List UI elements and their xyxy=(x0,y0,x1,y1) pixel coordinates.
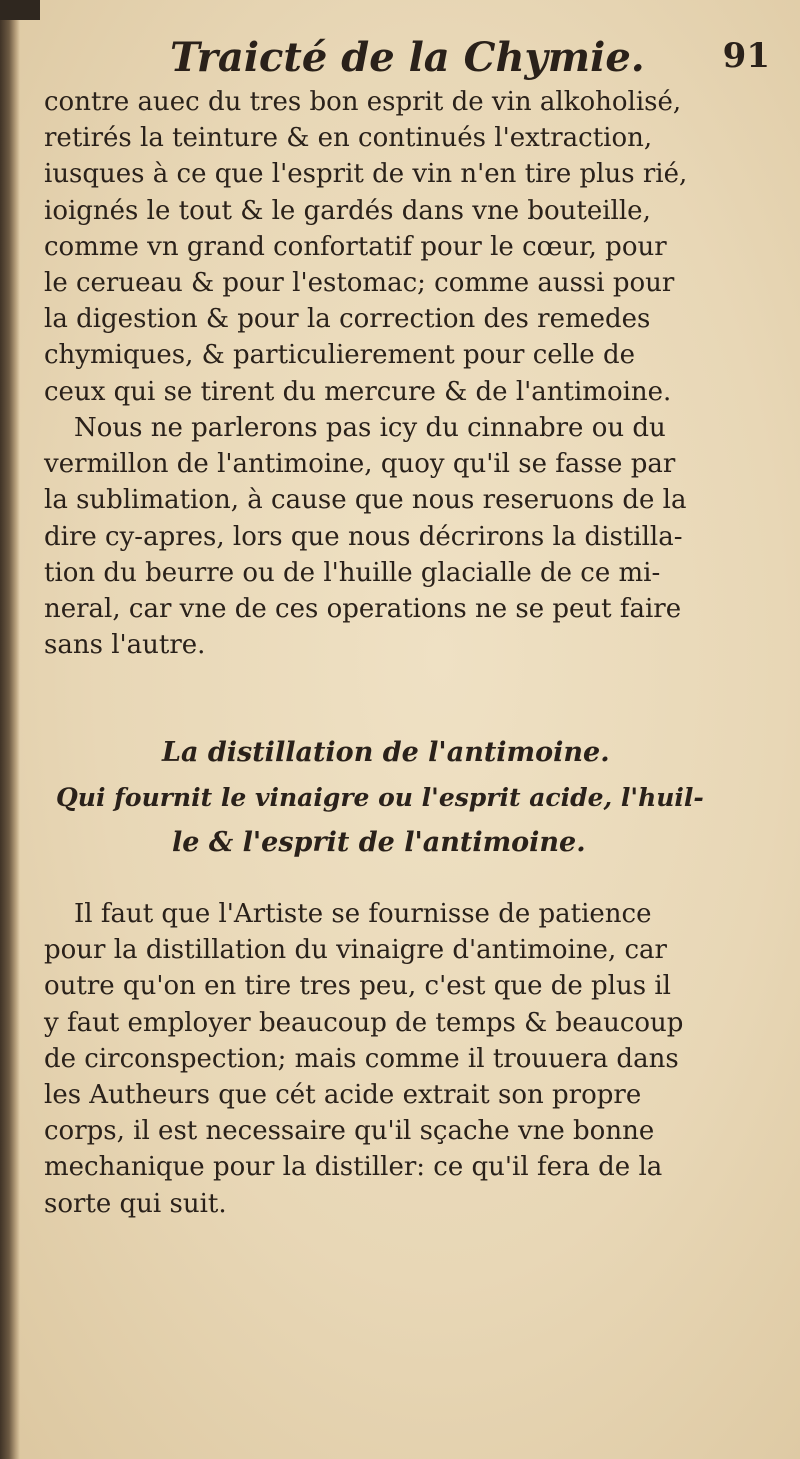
text-line: comme vn grand confortatif pour le cœur, pour xyxy=(44,231,667,262)
text-line: mechanique pour la distiller: ce qu'il fera de la xyxy=(44,1152,663,1183)
text-line: dire cy-apres, lors que nous décrirons la distilla- xyxy=(44,521,683,552)
book-binding-shadow xyxy=(0,0,20,1459)
text-line: de circonspection; mais comme il trouuera dans xyxy=(44,1043,679,1074)
section-heading xyxy=(44,730,716,865)
text-line: ceux qui se tirent du mercure & de l'antimoine. xyxy=(44,376,672,407)
paragraph-distillation xyxy=(44,896,716,1222)
text-line: iusques à ce que l'esprit de vin n'en tire plus rié, xyxy=(44,159,688,190)
heading-line: Qui fournit le vinaigre ou l'esprit acide, l'huil- xyxy=(56,783,704,812)
text-line: chymiques, & particulierement pour celle de xyxy=(44,340,635,371)
page-corner-shadow xyxy=(0,0,40,20)
text-line: outre qu'on en tire tres peu, c'est que de plus il xyxy=(44,971,671,1002)
text-line: ioignés le tout & le gardés dans vne bouteille, xyxy=(44,195,651,226)
heading-line: le & l'esprit de l'antimoine. xyxy=(172,827,586,858)
text-line: sorte qui suit. xyxy=(44,1188,227,1219)
heading-line: La distillation de l'antimoine. xyxy=(162,737,610,768)
paragraph-continuation xyxy=(44,84,716,410)
text-line: sans l'autre. xyxy=(44,630,206,661)
page-number: 91 xyxy=(722,36,770,76)
text-line: tion du beurre ou de l'huille glacialle de ce mi- xyxy=(44,557,661,588)
text-line: Nous ne parlerons pas icy du cinnabre ou du xyxy=(74,413,666,443)
text-line: vermillon de l'antimoine, quoy qu'il se fasse par xyxy=(44,449,676,480)
text-line: la sublimation, à cause que nous reseruons de la xyxy=(44,485,687,516)
text-line: le cerueau & pour l'estomac; comme aussi pour xyxy=(44,267,675,298)
text-line: retirés la teinture & en continués l'extraction, xyxy=(44,123,653,154)
text-line: Il faut que l'Artiste se fournisse de patience xyxy=(74,899,652,929)
text-line: la digestion & pour la correction des remedes xyxy=(44,304,651,335)
text-line: corps, il est necessaire qu'il sçache vne bonne xyxy=(44,1116,655,1147)
text-line: contre auec du tres bon esprit de vin alkoholisé, xyxy=(44,87,682,117)
text-line: les Autheurs que cét acide extrait son propre xyxy=(44,1079,642,1110)
text-line: pour la distillation du vinaigre d'antimoine, car xyxy=(44,935,667,966)
text-line: y faut employer beaucoup de temps & beaucoup xyxy=(44,1007,684,1038)
text-line: neral, car vne de ces operations ne se peut faire xyxy=(44,593,682,624)
running-title: Traicté de la Chymie. xyxy=(170,34,645,81)
paragraph-cinnabre xyxy=(44,410,716,663)
